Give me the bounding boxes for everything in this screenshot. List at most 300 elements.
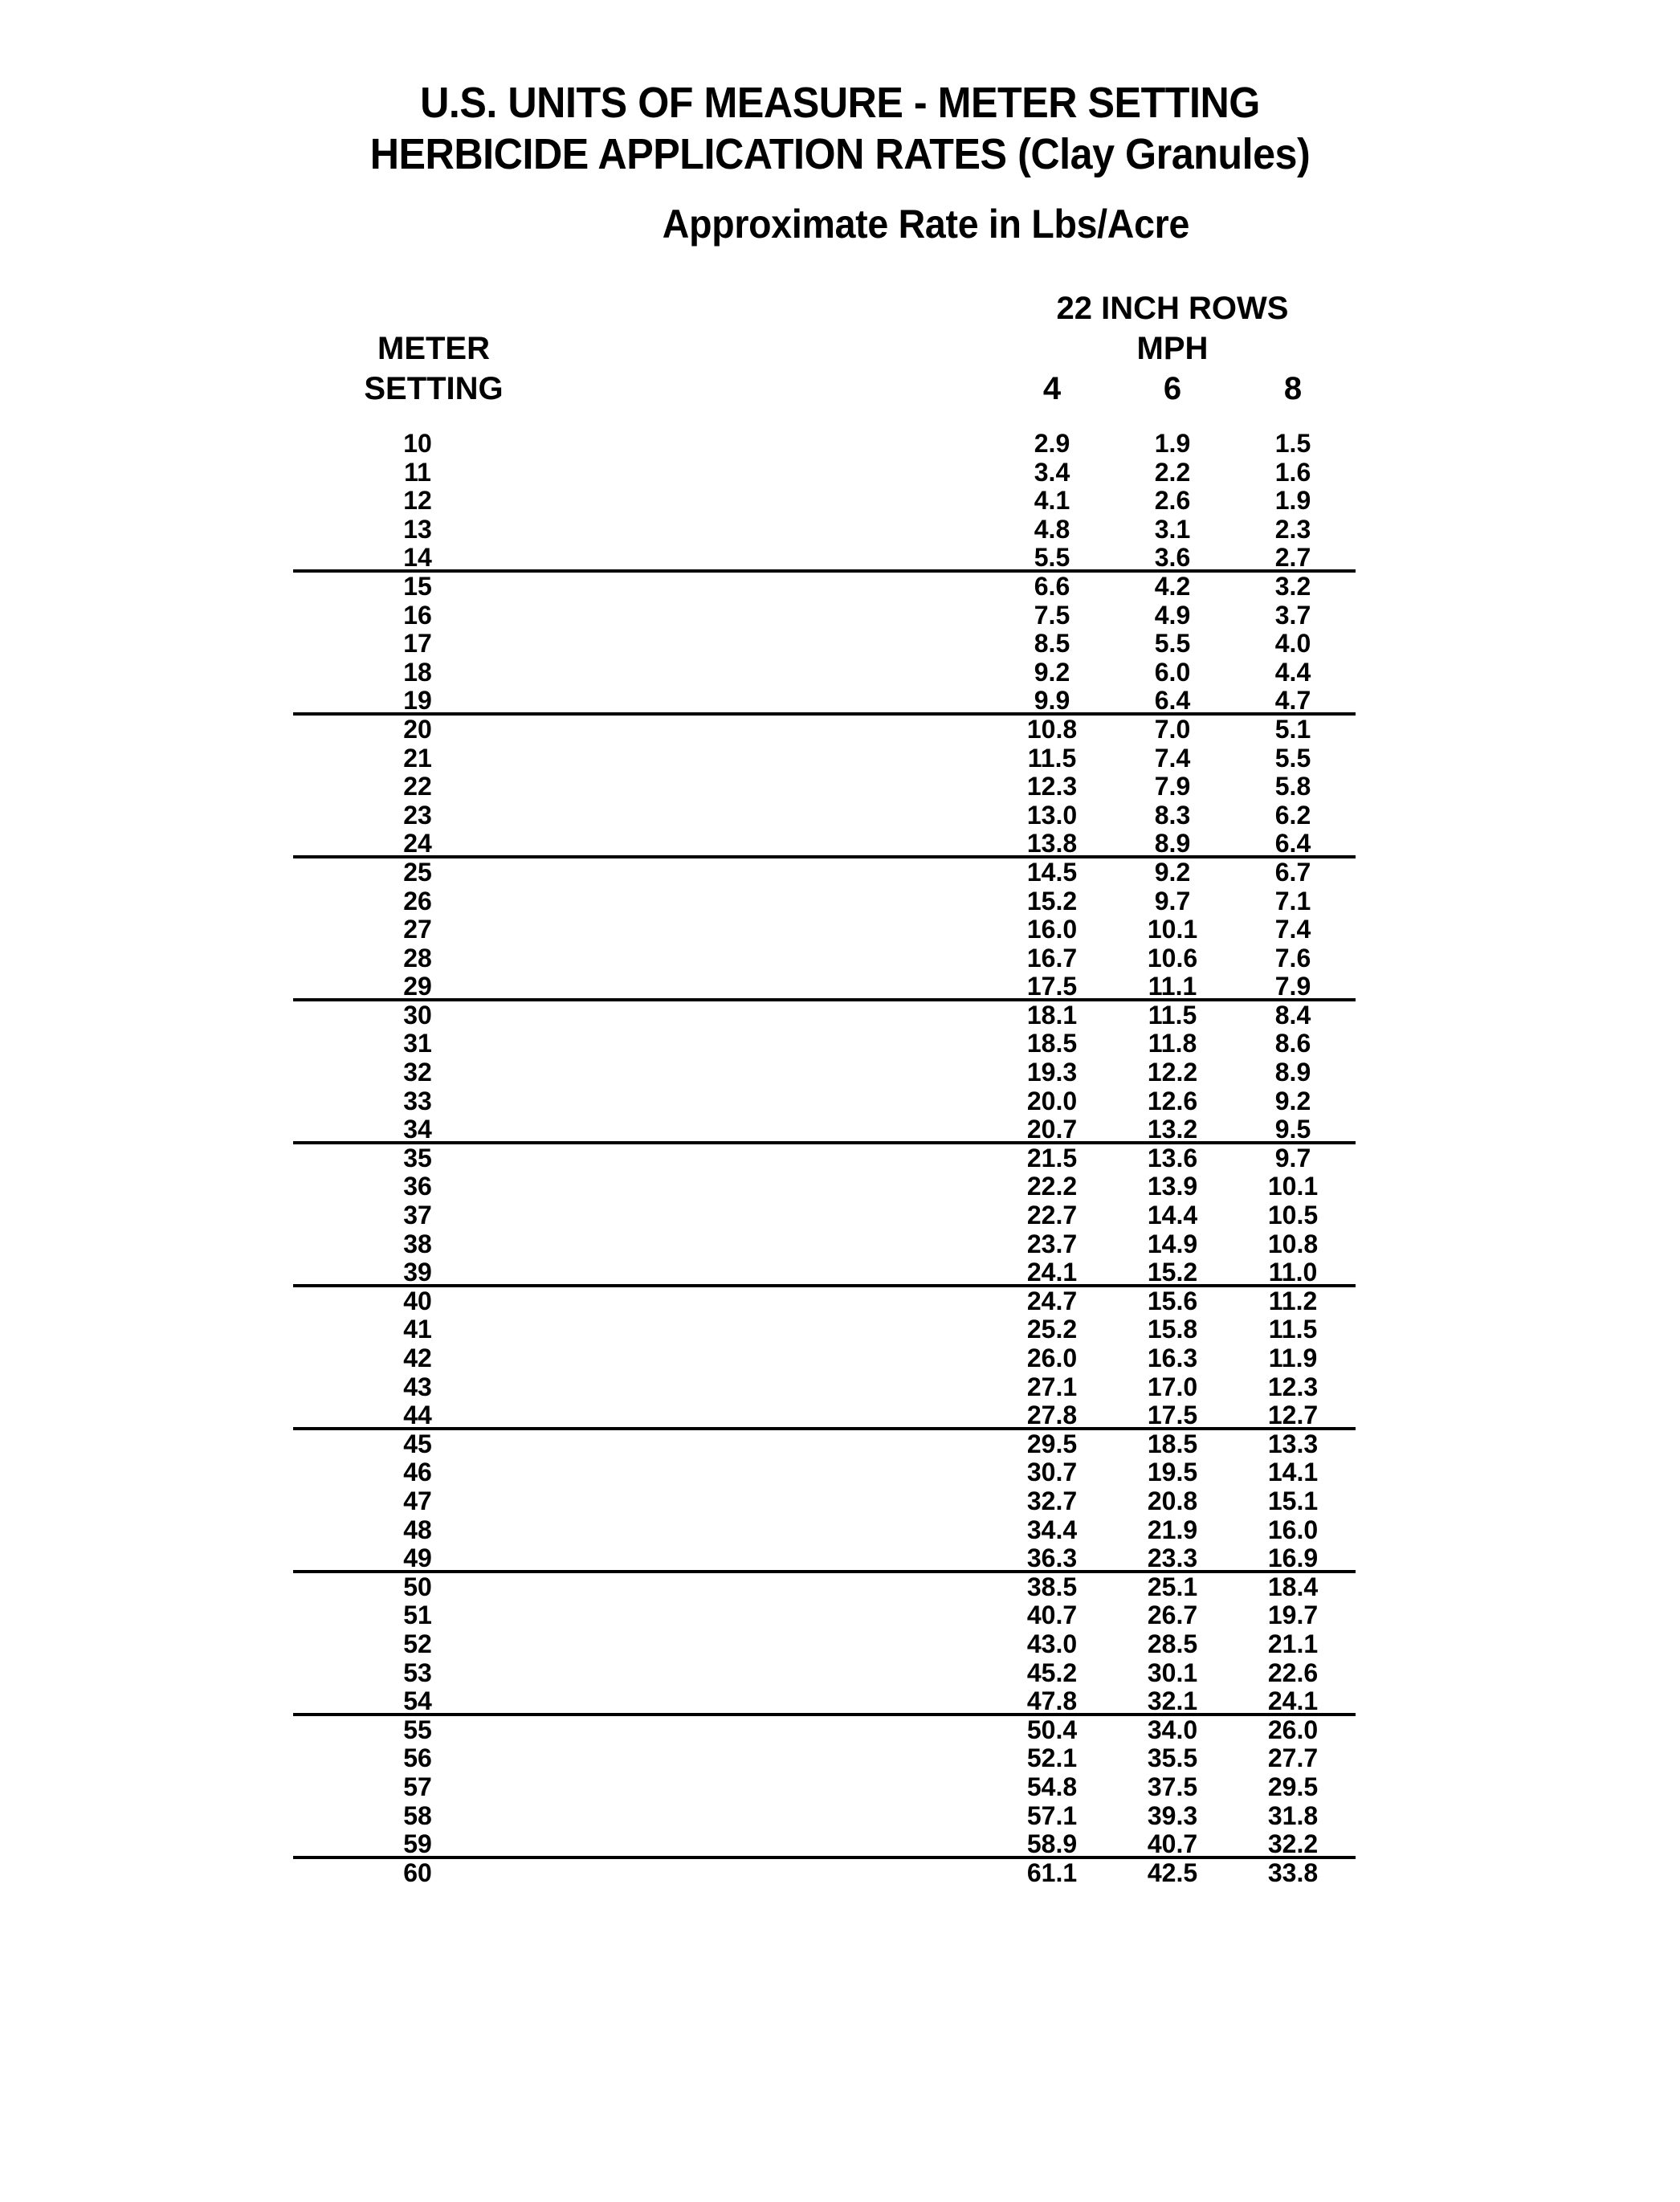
rate-values	[992, 1487, 1353, 1515]
rate-values	[992, 1087, 1353, 1115]
rate-value: 3.7	[1274, 600, 1311, 630]
rate-value: 17.5	[1147, 1401, 1198, 1430]
table-row	[0, 1230, 1680, 1259]
rate-value: 34.4	[1026, 1515, 1078, 1544]
table-row	[0, 1430, 1680, 1459]
meter-setting-value: 59	[403, 1829, 432, 1859]
rate-value: 33.8	[1267, 1857, 1319, 1887]
rate-value: 39.3	[1147, 1800, 1198, 1830]
meter-setting-value: 36	[403, 1172, 432, 1201]
rate-value: 34.0	[1147, 1715, 1198, 1744]
table-row	[0, 1659, 1680, 1688]
speed-header-2: 6	[1163, 371, 1182, 406]
meter-setting-value: 49	[403, 1543, 432, 1573]
table-row	[0, 1172, 1680, 1201]
rate-value: 25.2	[1026, 1315, 1078, 1344]
rate-value: 29.5	[1267, 1772, 1319, 1801]
rate-value: 4.9	[1154, 600, 1191, 630]
rate-value: 6.0	[1154, 657, 1191, 687]
rate-value: 16.9	[1267, 1543, 1319, 1573]
rate-value: 16.3	[1147, 1344, 1198, 1372]
rate-values	[992, 459, 1353, 487]
table-row	[0, 1744, 1680, 1773]
rate-value: 32.1	[1147, 1686, 1198, 1716]
rate-value: 11.0	[1268, 1258, 1318, 1287]
meter-setting-value: 30	[403, 1000, 432, 1030]
table-row	[0, 1487, 1680, 1516]
rate-values	[992, 1001, 1353, 1030]
rate-values	[992, 1344, 1353, 1372]
meter-setting-value: 54	[403, 1686, 432, 1716]
rate-value: 12.3	[1026, 772, 1078, 801]
rate-value: 42.5	[1147, 1857, 1198, 1887]
meter-setting-value: 19	[403, 686, 432, 716]
table-row	[0, 1401, 1680, 1430]
rate-value: 5.5	[1274, 743, 1311, 773]
rate-values	[992, 1287, 1353, 1315]
rate-value: 21.5	[1026, 1143, 1078, 1172]
meter-setting-value: 52	[403, 1629, 432, 1658]
rate-value: 18.5	[1026, 1029, 1078, 1058]
rate-value: 8.3	[1154, 800, 1191, 830]
rate-value: 3.6	[1154, 543, 1191, 573]
rate-value: 6.6	[1034, 571, 1070, 601]
rate-value: 10.1	[1147, 915, 1198, 944]
rate-value: 6.7	[1274, 857, 1311, 887]
rate-value: 7.5	[1034, 600, 1070, 630]
rate-values	[992, 887, 1353, 915]
rate-value: 28.5	[1147, 1629, 1198, 1658]
meter-setting-value: 43	[403, 1372, 432, 1401]
rate-value: 22.2	[1026, 1172, 1078, 1201]
rate-value: 7.9	[1154, 772, 1191, 801]
rate-values	[992, 830, 1353, 858]
rate-value: 52.1	[1026, 1743, 1078, 1773]
rate-value: 19.7	[1267, 1601, 1319, 1630]
rate-value: 24.1	[1267, 1686, 1319, 1716]
rate-value: 4.8	[1034, 514, 1070, 544]
meter-setting-value: 18	[403, 657, 432, 687]
rate-value: 38.5	[1026, 1572, 1078, 1601]
table-row	[0, 1373, 1680, 1402]
rate-values	[992, 1744, 1353, 1772]
meter-label-line2: SETTING	[364, 371, 504, 406]
table-row	[0, 1687, 1680, 1716]
meter-setting-value: 46	[403, 1458, 432, 1487]
table-row	[0, 1601, 1680, 1630]
speed-header-3: 8	[1283, 371, 1303, 406]
rate-values	[992, 687, 1353, 715]
rate-value: 47.8	[1026, 1686, 1078, 1716]
rate-value: 14.5	[1026, 857, 1078, 887]
row-spacing-header: 22 INCH ROWS	[1056, 291, 1289, 326]
rate-values	[992, 1830, 1353, 1858]
rate-value: 12.2	[1147, 1058, 1198, 1087]
rate-value: 18.4	[1267, 1572, 1319, 1601]
page-title	[0, 77, 1680, 180]
rate-values	[992, 915, 1353, 944]
rate-values	[992, 430, 1353, 458]
table-row	[0, 1573, 1680, 1602]
meter-setting-value: 15	[403, 571, 432, 601]
rate-values	[992, 573, 1353, 601]
rate-value: 16.7	[1026, 943, 1078, 973]
meter-setting-value: 23	[403, 800, 432, 830]
rate-value: 26.7	[1147, 1601, 1198, 1630]
rate-value: 20.8	[1147, 1486, 1198, 1515]
rate-values	[992, 1859, 1353, 1887]
table-row	[0, 1115, 1680, 1144]
rate-values	[992, 1058, 1353, 1087]
rate-value: 14.1	[1267, 1458, 1319, 1487]
rate-value: 2.7	[1274, 543, 1311, 573]
rate-value: 7.4	[1274, 915, 1311, 944]
meter-setting-value: 37	[403, 1201, 432, 1230]
rate-values	[992, 1172, 1353, 1201]
rate-values	[992, 1458, 1353, 1486]
rate-values	[992, 858, 1353, 887]
rate-values	[992, 1659, 1353, 1687]
rate-value: 13.2	[1147, 1115, 1198, 1144]
table-row	[0, 544, 1680, 573]
meter-setting-value: 16	[403, 600, 432, 630]
rate-value: 7.6	[1274, 943, 1311, 973]
rate-value: 10.5	[1267, 1201, 1319, 1230]
meter-setting-value: 13	[403, 514, 432, 544]
rate-values	[992, 1687, 1353, 1715]
table-row	[0, 430, 1680, 459]
rate-values	[992, 1258, 1353, 1287]
rate-value: 31.8	[1267, 1800, 1319, 1830]
rate-value: 11.5	[1148, 1000, 1197, 1030]
rate-value: 40.7	[1147, 1829, 1198, 1859]
rate-value: 15.6	[1147, 1286, 1198, 1315]
rate-values	[992, 1230, 1353, 1258]
meter-label-line1: METER	[377, 331, 490, 366]
meter-setting-value: 58	[403, 1800, 432, 1830]
rate-value: 8.4	[1274, 1000, 1311, 1030]
rate-value: 19.5	[1147, 1458, 1198, 1487]
rate-value: 13.6	[1147, 1143, 1198, 1172]
rate-value: 24.1	[1026, 1258, 1078, 1287]
table-row	[0, 459, 1680, 487]
title-line-1: U.S. UNITS OF MEASURE - METER SETTING	[420, 79, 1260, 127]
meter-setting-value: 53	[403, 1658, 432, 1687]
table-row	[0, 716, 1680, 744]
meter-setting-value: 34	[403, 1115, 432, 1144]
rate-value: 1.5	[1274, 429, 1311, 458]
table-row	[0, 1030, 1680, 1058]
meter-setting-value: 22	[403, 772, 432, 801]
meter-setting-value: 45	[403, 1429, 432, 1458]
rate-value: 2.2	[1154, 457, 1191, 487]
rate-value: 13.9	[1147, 1172, 1198, 1201]
rate-value: 57.1	[1026, 1800, 1078, 1830]
rate-value: 11.5	[1268, 1315, 1318, 1344]
rate-values	[992, 1115, 1353, 1144]
rate-value: 18.1	[1026, 1000, 1078, 1030]
table-row	[0, 973, 1680, 1001]
table-row	[0, 659, 1680, 687]
rate-value: 35.5	[1147, 1743, 1198, 1773]
rate-values	[992, 1401, 1353, 1429]
rate-value: 22.6	[1267, 1658, 1319, 1687]
rate-values	[992, 1516, 1353, 1544]
rate-values	[992, 1430, 1353, 1458]
meter-setting-value: 24	[403, 829, 432, 858]
meter-setting-value: 27	[403, 915, 432, 944]
rate-value: 14.4	[1147, 1201, 1198, 1230]
table-row	[0, 630, 1680, 659]
rate-value: 10.6	[1147, 943, 1198, 973]
meter-setting-value: 25	[403, 857, 432, 887]
page-subtitle: Approximate Rate in Lbs/Acre	[662, 202, 1190, 247]
meter-setting-value: 20	[403, 714, 432, 744]
rate-value: 4.7	[1274, 686, 1311, 716]
table-row	[0, 1287, 1680, 1316]
table-row	[0, 1773, 1680, 1802]
rate-value: 3.1	[1154, 514, 1191, 544]
rate-value: 23.7	[1026, 1229, 1078, 1258]
table-row	[0, 915, 1680, 944]
rate-value: 15.2	[1026, 886, 1078, 915]
rate-values	[992, 1373, 1353, 1401]
rate-value: 9.9	[1034, 686, 1070, 716]
meter-setting-value: 60	[403, 1857, 432, 1887]
rate-values	[992, 801, 1353, 830]
rate-values	[992, 1030, 1353, 1058]
rate-value: 29.5	[1026, 1429, 1078, 1458]
meter-setting-value: 47	[403, 1486, 432, 1515]
rate-value: 4.1	[1034, 486, 1070, 516]
rate-values	[992, 973, 1353, 1001]
rate-values	[992, 773, 1353, 801]
meter-setting-value: 31	[403, 1029, 432, 1058]
meter-setting-value: 44	[403, 1401, 432, 1430]
rate-value: 32.7	[1026, 1486, 1078, 1515]
meter-setting-value: 10	[403, 429, 432, 458]
rate-value: 6.4	[1274, 829, 1311, 858]
meter-setting-value: 28	[403, 943, 432, 973]
rate-value: 40.7	[1026, 1601, 1078, 1630]
rate-value: 11.2	[1268, 1286, 1318, 1315]
rate-value: 12.6	[1147, 1086, 1198, 1115]
table-row	[0, 887, 1680, 916]
rate-value: 17.0	[1147, 1372, 1198, 1401]
rate-value: 6.4	[1154, 686, 1191, 716]
table-row	[0, 1344, 1680, 1373]
rate-value: 36.3	[1026, 1543, 1078, 1573]
meter-setting-value: 48	[403, 1515, 432, 1544]
meter-setting-value: 21	[403, 743, 432, 773]
rate-value: 4.0	[1274, 629, 1311, 659]
rate-value: 5.8	[1274, 772, 1311, 801]
rate-value: 27.7	[1267, 1743, 1319, 1773]
rate-value: 11.1	[1148, 972, 1197, 1001]
rate-value: 8.9	[1154, 829, 1191, 858]
speed-column-headers	[992, 371, 1353, 406]
rate-value: 10.8	[1267, 1229, 1319, 1258]
meter-setting-value: 50	[403, 1572, 432, 1601]
rate-values	[992, 1802, 1353, 1830]
rate-value: 10.8	[1026, 714, 1078, 744]
rate-value: 11.9	[1268, 1344, 1318, 1372]
rate-value: 2.6	[1154, 486, 1191, 516]
table-row	[0, 1516, 1680, 1545]
rate-value: 11.5	[1027, 743, 1077, 773]
table-row	[0, 1315, 1680, 1344]
table-row	[0, 830, 1680, 858]
rate-value: 7.0	[1154, 714, 1191, 744]
rate-value: 37.5	[1147, 1772, 1198, 1801]
meter-setting-value: 39	[403, 1258, 432, 1287]
rate-values	[992, 544, 1353, 572]
rate-value: 27.1	[1026, 1372, 1078, 1401]
speed-header-1: 4	[1042, 371, 1062, 406]
rate-value: 9.2	[1274, 1086, 1311, 1115]
rate-value: 13.0	[1026, 800, 1078, 830]
rate-value: 4.4	[1274, 657, 1311, 687]
table-row	[0, 1544, 1680, 1573]
rate-value: 3.4	[1034, 457, 1070, 487]
meter-setting-value: 55	[403, 1715, 432, 1744]
meter-setting-value: 26	[403, 886, 432, 915]
meter-setting-value: 29	[403, 972, 432, 1001]
table-row	[0, 1001, 1680, 1030]
rate-values	[992, 944, 1353, 973]
meter-setting-value: 35	[403, 1143, 432, 1172]
meter-setting-value: 12	[403, 486, 432, 516]
rate-value: 9.5	[1274, 1115, 1311, 1144]
speed-unit-header: MPH	[1136, 331, 1209, 366]
meter-setting-value: 17	[403, 629, 432, 659]
meter-setting-value: 14	[403, 543, 432, 573]
rate-value: 1.9	[1274, 486, 1311, 516]
rate-value: 8.6	[1274, 1029, 1311, 1058]
rate-value: 26.0	[1267, 1715, 1319, 1744]
meter-setting-value: 38	[403, 1229, 432, 1258]
rate-value: 5.5	[1154, 629, 1191, 659]
rate-values	[992, 1315, 1353, 1344]
rate-value: 50.4	[1026, 1715, 1078, 1744]
rate-value: 7.9	[1274, 972, 1311, 1001]
rate-value: 30.1	[1147, 1658, 1198, 1687]
table-row	[0, 1458, 1680, 1487]
rate-values	[992, 487, 1353, 515]
rate-values	[992, 659, 1353, 687]
rate-value: 16.0	[1026, 915, 1078, 944]
rate-value: 11.8	[1148, 1029, 1197, 1058]
meter-setting-value: 56	[403, 1743, 432, 1773]
meter-setting-value: 42	[403, 1344, 432, 1372]
table-row	[0, 1258, 1680, 1287]
rate-value: 22.7	[1026, 1201, 1078, 1230]
rate-value: 20.0	[1026, 1086, 1078, 1115]
rate-values	[992, 1716, 1353, 1744]
rate-value: 61.1	[1026, 1857, 1078, 1887]
rate-value: 45.2	[1026, 1658, 1078, 1687]
rate-value: 15.8	[1147, 1315, 1198, 1344]
rate-value: 20.7	[1026, 1115, 1078, 1144]
rate-values	[992, 1544, 1353, 1572]
rate-value: 9.7	[1154, 886, 1191, 915]
rate-values	[992, 1144, 1353, 1172]
table-row	[0, 1630, 1680, 1659]
rate-value: 54.8	[1026, 1772, 1078, 1801]
table-row	[0, 1830, 1680, 1859]
rate-value: 17.5	[1026, 972, 1078, 1001]
table-row	[0, 1201, 1680, 1230]
rate-value: 15.2	[1147, 1258, 1198, 1287]
rate-value: 8.9	[1274, 1058, 1311, 1087]
rate-value: 26.0	[1026, 1344, 1078, 1372]
table-row	[0, 516, 1680, 544]
table-row	[0, 573, 1680, 601]
rate-values	[992, 744, 1353, 773]
rate-value: 58.9	[1026, 1829, 1078, 1859]
rate-value: 27.8	[1026, 1401, 1078, 1430]
rate-value: 21.9	[1147, 1515, 1198, 1544]
rate-value: 18.5	[1147, 1429, 1198, 1458]
rate-value: 12.7	[1267, 1401, 1319, 1430]
table-row	[0, 601, 1680, 630]
meter-setting-value: 33	[403, 1086, 432, 1115]
meter-setting-value: 40	[403, 1286, 432, 1315]
rate-value: 13.8	[1026, 829, 1078, 858]
rate-value: 4.2	[1154, 571, 1191, 601]
rate-value: 1.9	[1154, 429, 1191, 458]
rate-values	[992, 1601, 1353, 1629]
table-row	[0, 858, 1680, 887]
rate-value: 16.0	[1267, 1515, 1319, 1544]
rate-values	[992, 1201, 1353, 1229]
meter-setting-value: 11	[404, 457, 431, 487]
rate-value: 12.3	[1267, 1372, 1319, 1401]
table-row	[0, 1716, 1680, 1745]
meter-setting-value: 41	[403, 1315, 432, 1344]
rate-value: 9.2	[1034, 657, 1070, 687]
rate-value: 6.2	[1274, 800, 1311, 830]
meter-setting-value: 57	[403, 1772, 432, 1801]
rate-value: 2.3	[1274, 514, 1311, 544]
table-row	[0, 487, 1680, 516]
rate-values	[992, 516, 1353, 544]
rate-value: 1.6	[1274, 457, 1311, 487]
rate-value: 2.9	[1034, 429, 1070, 458]
rate-value: 15.1	[1267, 1486, 1319, 1515]
table-row	[0, 1058, 1680, 1087]
rate-values	[992, 630, 1353, 658]
table-row	[0, 944, 1680, 973]
rate-value: 7.1	[1274, 886, 1311, 915]
rate-values	[992, 716, 1353, 744]
table-row	[0, 687, 1680, 716]
table-row	[0, 1087, 1680, 1116]
rate-value: 19.3	[1026, 1058, 1078, 1087]
table-row	[0, 801, 1680, 830]
rate-value: 5.5	[1034, 543, 1070, 573]
rate-value: 5.1	[1274, 714, 1311, 744]
rate-value: 7.4	[1154, 743, 1191, 773]
rate-value: 9.7	[1274, 1143, 1311, 1172]
rate-value: 30.7	[1026, 1458, 1078, 1487]
table-row	[0, 744, 1680, 773]
rate-value: 23.3	[1147, 1543, 1198, 1573]
rate-value: 13.3	[1267, 1429, 1319, 1458]
title-line-2: HERBICIDE APPLICATION RATES (Clay Granules)	[369, 130, 1311, 178]
rate-value: 32.2	[1267, 1829, 1319, 1859]
rate-values	[992, 1630, 1353, 1658]
